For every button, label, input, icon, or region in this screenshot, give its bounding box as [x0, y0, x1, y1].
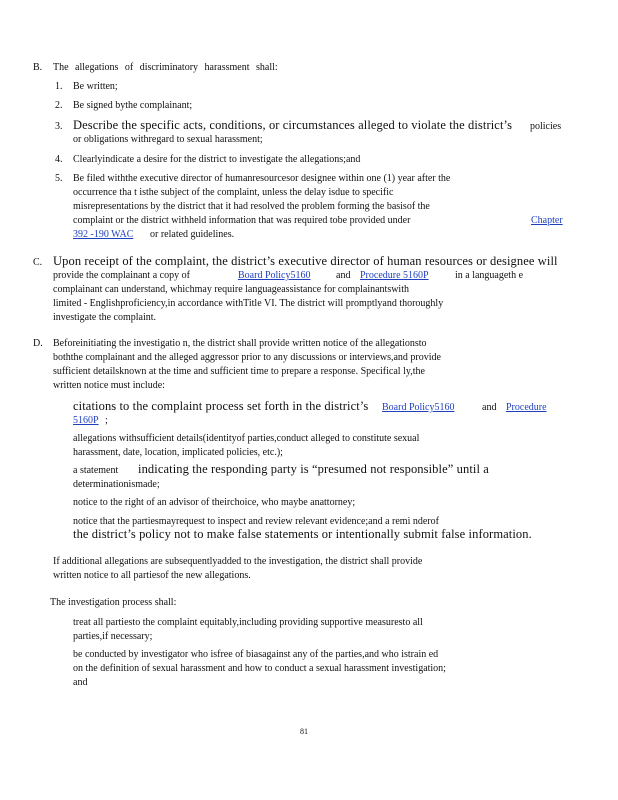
section-d-letter: D.	[33, 338, 43, 349]
procedure-link[interactable]: Procedure 5160P	[360, 270, 429, 281]
section-b-intro: The allegations of discriminatory harassment shall:	[53, 62, 278, 73]
d-bullet-1-tail: ;	[105, 415, 108, 426]
d-bullet-1-and: and	[482, 402, 497, 413]
section-b-letter: B.	[33, 62, 43, 73]
section-d-line1: Beforeinitiating the investigatio n, the district shall provide written notice of the allegationsto	[53, 338, 427, 349]
item-4-number: 4.	[55, 154, 63, 165]
item-2-number: 2.	[55, 100, 63, 111]
additional-line1: If additional allegations are subsequentlyadded to the investigation, the district shall provide	[53, 556, 423, 567]
d-bullet-4: notice to the right of an advisor of theirchoice, who maybe anattorney;	[73, 497, 356, 508]
section-d-line4: written notice must include:	[53, 380, 165, 391]
process-intro: The investigation process shall:	[50, 597, 177, 608]
item-1-number: 1.	[55, 81, 63, 92]
additional-line2: written notice to all partiesof the new allegations.	[53, 570, 251, 581]
item-5-number: 5.	[55, 173, 63, 184]
item-3-line2: or obligations withregard to sexual harassment;	[73, 134, 263, 145]
section-c-letter: C.	[33, 257, 43, 268]
section-c-line4: limited - Englishproficiency,in accordance withTitle VI. The district will promptlyand thoroughly	[53, 298, 444, 309]
d-bullet-2-line1: allegations withsufficient details(identityof parties,conduct alleged to constitute sexual	[73, 433, 420, 444]
d-procedure-link[interactable]: Procedure	[506, 402, 547, 413]
item-3-tail: policies	[530, 121, 562, 132]
item-3-number: 3.	[55, 121, 63, 132]
item-4-text: Clearlyindicate a desire for the district to investigate the allegations;and	[73, 154, 361, 165]
bullet-icon	[55, 433, 63, 445]
process-bullet-2-line1: be conducted by investigator who isfree of biasagainst any of the parties,and who istrain ed	[73, 649, 439, 660]
d-5160p-link[interactable]: 5160P	[73, 415, 99, 426]
bullet-icon	[55, 617, 63, 629]
d-bullet-3-line2: determinationismade;	[73, 479, 160, 490]
section-c-and: and	[336, 270, 351, 281]
d-bullet-5-line1: notice that the partiesmayrequest to inspect and review relevant evidence;and a remi nderof	[73, 516, 439, 527]
bullet-icon	[55, 649, 63, 661]
item-2-text: Be signed bythe complainant;	[73, 100, 193, 111]
process-bullet-2-line3: and	[73, 677, 88, 688]
section-c-line5: investigate the complaint.	[53, 312, 157, 323]
section-c-line3: complainant can understand, whichmay require languageassistance for complainantswith	[53, 284, 409, 295]
section-c-lead: Upon receipt of the complaint, the district’s executive director of human resources or designee will	[53, 254, 558, 268]
process-bullet-2-line2: on the definition of sexual harassment and how to conduct a sexual harassment investigation;	[73, 663, 446, 674]
bullet-icon	[55, 402, 63, 414]
d-bullet-3-a: a statement	[73, 465, 119, 476]
section-d-line3: sufficient detailsknown at the time and sufficient time to prepare a response. Specifical ly,the	[53, 366, 425, 377]
item-5-line2: occurrence tha t isthe subject of the complaint, unless the delay isdue to specific	[73, 187, 394, 198]
d-bullet-3-lead: indicating the responding party is “presumed not responsible” until a	[138, 462, 489, 476]
bullet-icon	[55, 497, 63, 509]
item-5-line3: misrepresentations by the district that it had resolved the problem forming the basisof the	[73, 201, 430, 212]
bullet-icon	[55, 465, 63, 477]
d-bullet-1-lead: citations to the complaint process set forth in the district’s	[73, 399, 369, 413]
wac-link[interactable]: 392 -190 WAC	[73, 229, 134, 240]
item-1-text: Be written;	[73, 81, 118, 92]
item-3-lead: Describe the specific acts, conditions, or circumstances alleged to violate the district’s	[73, 118, 513, 132]
d-bullet-5-lead: the district’s policy not to make false statements or intentionally submit false information.	[73, 527, 532, 541]
item-5-line1: Be filed withthe executive director of humanresourcesor designee within one (1) year after the	[73, 173, 451, 184]
section-c-line2c: in a languageth e	[455, 270, 524, 281]
d-bullet-2-line2: harassment, date, location, implicated policies, etc.);	[73, 447, 283, 458]
process-bullet-1-line1: treat all partiesto the complaint equitably,including providing supportive measuresto all	[73, 617, 423, 628]
bullet-icon	[55, 516, 63, 528]
section-c-line2a: provide the complainant a copy of	[53, 270, 190, 281]
item-5-line4: complaint or the district withheld information that was required tobe provided under	[73, 215, 411, 226]
board-policy-link[interactable]: Board Policy5160	[238, 270, 311, 281]
item-5-tail: or related guidelines.	[150, 229, 235, 240]
page-number: 81	[300, 727, 308, 736]
section-d-line2: boththe complainant and the alleged aggressor prior to any discussions or interviews,and provide	[53, 352, 441, 363]
process-bullet-1-line2: parties,if necessary;	[73, 631, 153, 642]
chapter-link[interactable]: Chapter	[531, 215, 563, 226]
d-board-policy-link[interactable]: Board Policy5160	[382, 402, 455, 413]
